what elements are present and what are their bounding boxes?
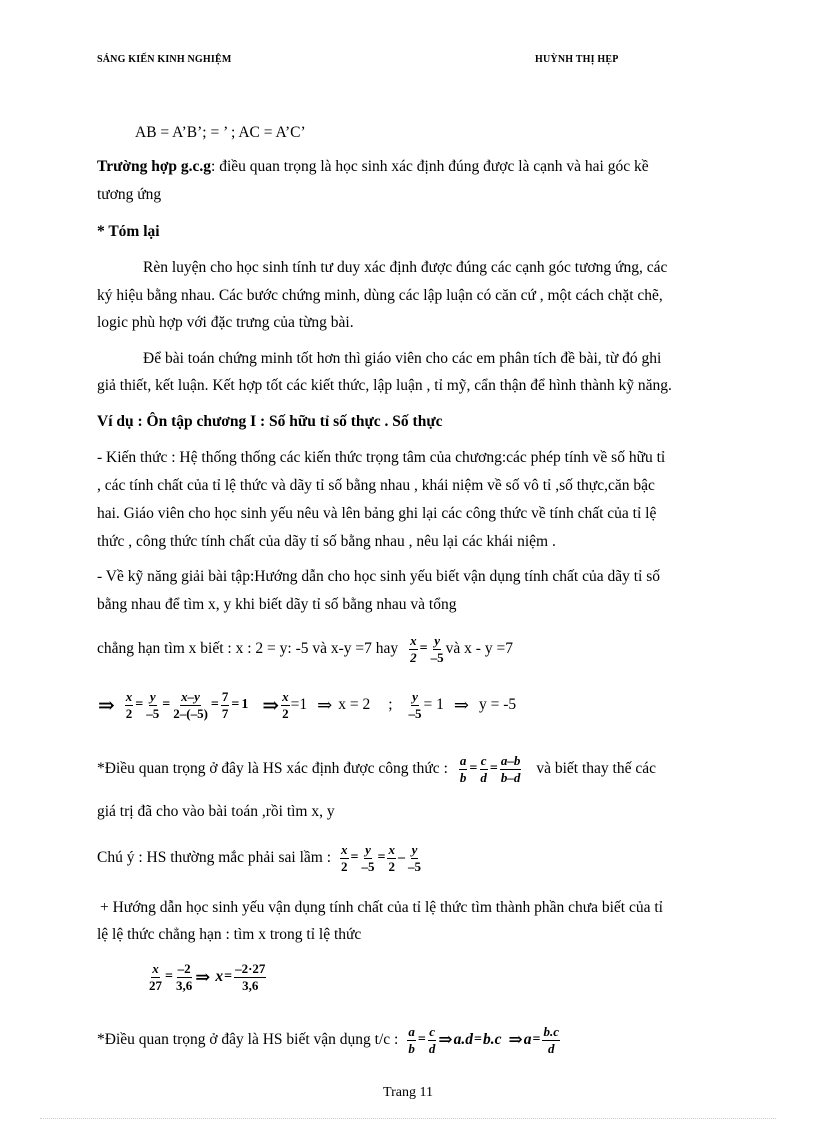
para1-line-3: logic phù hợp với đặc trưng của từng bài.: [97, 314, 354, 331]
note2-line: *Điều quan trọng ở đây là HS biết vận dụng t/c : $\frac{a}{b}$ = $\frac{c}{d}$ ⇒ a.d = b.c ⇒ a = $\frac{b.c}{d}$: [97, 1024, 559, 1056]
implies-arrow-3: ⇒: [317, 694, 333, 715]
proportion-example: $\frac{x}{27}$ = $\frac{-2}{3,6}$ ⇒ x = $\frac{-2\cdot 27}{3,6}$: [149, 961, 266, 993]
note1-text: *Điều quan trọng ở đây là HS xác định được công thức :: [97, 760, 448, 778]
mistake-frac-2: $\frac{y}{-5}$: [361, 842, 375, 874]
para1-line-2: ký hiệu bằng nhau. Các bước chứng minh, dùng các lập luận có căn cứ , một cách chặt chẽ,: [97, 287, 663, 304]
summary-heading: * Tóm lại: [97, 223, 160, 240]
sol-result-y: y = -5: [479, 696, 517, 714]
page-divider: [40, 1118, 776, 1119]
note1-text-2: và biết thay thế các: [536, 760, 656, 778]
knowledge-line-2: , các tính chất của tỉ lệ thức và dãy tỉ số bằng nhau , khái niệm về số vô tỉ ,số thực,căn bậc: [97, 477, 655, 494]
para2-line-2: giả thiết, kết luận. Kết hợp tốt các kiết thức, lập luận , tỉ mỹ, cẩn thận để hình thành kỹ năng.: [97, 377, 672, 394]
mistake-frac-1: $\frac{x}{2}$: [341, 842, 348, 874]
guide-line-1: + Hướng dẫn học sinh yếu vận dụng tính chất của tỉ lệ thức tìm thành phần chưa biết của tỉ: [100, 899, 663, 916]
sol-frac-6: $\frac{y}{-5}$: [408, 689, 422, 721]
sol-result-x: x = 2: [338, 696, 371, 714]
knowledge-line-4: thức , công thức tính chất của dãy tỉ số bằng nhau , nêu lại các khái niệm .: [97, 533, 556, 550]
gcg-line: [97, 158, 649, 176]
mistake-line: Chú ý : HS thường mắc phải sai lầm : $\frac{x}{2}$ = $\frac{y}{-5}$ = $\frac{x}{2}$ – $\frac{y}{-5}$: [97, 842, 421, 874]
mistake-frac-4: $\frac{y}{-5}$: [407, 842, 421, 874]
page-number: Trang 11: [383, 1085, 433, 1100]
note1-frac-ab: $\frac{a}{b}$: [459, 753, 467, 785]
sol-frac-4: $\frac{7}{7}$: [221, 689, 229, 721]
example-text: chẳng hạn tìm x biết : x : 2 = y: -5 và x-y =7 hay: [97, 640, 399, 658]
note1-frac-cd: $\frac{c}{d}$: [480, 753, 487, 785]
para1-line-1: Rèn luyện cho học sinh tính tư duy xác định được đúng các cạnh góc tương ứng, các: [143, 259, 668, 276]
skills-line-2: bằng nhau để tìm x, y khi biết dãy tỉ số bằng nhau và tổng: [97, 596, 457, 613]
note2-ad: a.d: [453, 1031, 473, 1049]
sol-one: 1: [241, 697, 249, 713]
sol-eq1: =1: [290, 696, 308, 714]
prop-x: x: [215, 968, 224, 986]
note2-arrow-1: ⇒: [438, 1030, 453, 1050]
gcg-label: Trường hợp g.c.g: [97, 158, 212, 175]
note2-arrow-2: ⇒: [508, 1030, 523, 1050]
prop-frac-3: $\frac{-2\cdot 27}{3,6}$: [235, 961, 266, 993]
note1-frac-diff: $\frac{a-b}{b-d}$: [500, 753, 521, 785]
implies-arrow-2: ⇒: [262, 694, 280, 717]
implies-arrow-4: ⇒: [453, 694, 470, 715]
gcg-line-2: tương ứng: [97, 186, 162, 203]
intro-equation: AB = A’B’; = ’ ; AC = A’C’: [135, 124, 306, 141]
note2-frac-bcd: $\frac{b.c}{d}$: [543, 1024, 559, 1056]
example-tail: và x - y =7: [445, 640, 513, 658]
note2-frac-cd: $\frac{c}{d}$: [428, 1024, 436, 1056]
example-line: chẳng hạn tìm x biết : x : 2 = y: -5 và x-y =7 hay $\frac{x}{2}$ = $\frac{y}{-5}$ và x - y =7: [97, 633, 513, 665]
example-heading: Ví dụ : Ôn tập chương I : Số hữu tỉ số thực . Số thực: [97, 413, 443, 430]
header-left: SÁNG KIẾN KINH NGHIỆM: [97, 54, 232, 65]
minus-sign: –: [397, 850, 405, 866]
knowledge-line-1: - Kiến thức : Hệ thống thống các kiến thức trọng tâm của chương:các phép tính về số hữu tỉ: [97, 449, 666, 466]
prop-frac-1: $\frac{x}{27}$: [149, 961, 162, 993]
sol-eq2: = 1: [423, 696, 444, 714]
prop-frac-2: $\frac{-2}{3,6}$: [175, 961, 193, 993]
sol-frac-2: $\frac{y}{-5}$: [146, 689, 160, 721]
guide-line-2: lệ lệ thức chẳng hạn : tìm x trong tỉ lệ thức: [97, 926, 362, 943]
header-right: HUỲNH THỊ HẸP: [535, 54, 619, 65]
para2-line-1: Để bài toán chứng minh tốt hơn thì giáo viên cho các em phân tích đề bài, từ đó ghi: [143, 350, 662, 367]
sol-frac-3: $\frac{x-y}{2-(-5)}$: [173, 689, 208, 721]
note1-line: *Điều quan trọng ở đây là HS xác định được công thức : $\frac{a}{b}$ = $\frac{c}{d}$ = $\frac{a-b}{b-d}$ và biết thay thế các: [97, 753, 656, 785]
solution-line: ⇒ $\frac{x}{2}$ = $\frac{y}{-5}$ = $\frac{x-y}{2-(-5)}$ = $\frac{7}{7}$ = 1 ⇒ $\frac{x}{2}$ =1 ⇒ x = 2 ; $\frac{y}{-5}$ = 1 ⇒ y = -5: [98, 689, 517, 721]
note2-frac-ab: $\frac{a}{b}$: [408, 1024, 415, 1056]
mistake-frac-3: $\frac{x}{2}$: [388, 842, 395, 874]
sol-sep: ;: [388, 696, 393, 714]
fraction-x-2: $\frac{x}{2}$: [410, 633, 417, 665]
knowledge-line-3: hai. Giáo viên cho học sinh yếu nêu và lên bảng ghi lại các công thức về tính chất của tỉ lệ: [97, 505, 657, 522]
note2-a: a: [523, 1031, 532, 1049]
fraction-y-minus5: $\frac{y}{-5}$: [430, 633, 444, 665]
mistake-text: Chú ý : HS thường mắc phải sai lầm :: [97, 849, 332, 867]
prop-arrow: ⇒: [195, 966, 211, 987]
skills-line-1: - Về kỹ năng giải bài tập:Hướng dẫn cho học sinh yếu biết vận dụng tính chất của dãy tỉ số: [97, 568, 660, 585]
note2-bc: b.c: [482, 1031, 502, 1049]
note1-line-2: giá trị đã cho vào bài toán ,rồi tìm x, y: [97, 803, 335, 820]
note2-text: *Điều quan trọng ở đây là HS biết vận dụng t/c :: [97, 1031, 399, 1049]
sol-frac-5: $\frac{x}{2}$: [282, 689, 289, 721]
implies-arrow: ⇒: [98, 694, 115, 717]
gcg-text: : điều quan trọng là học sinh xác định đúng được là cạnh và hai góc kề: [211, 158, 649, 175]
sol-frac-1: $\frac{x}{2}$: [125, 689, 133, 721]
